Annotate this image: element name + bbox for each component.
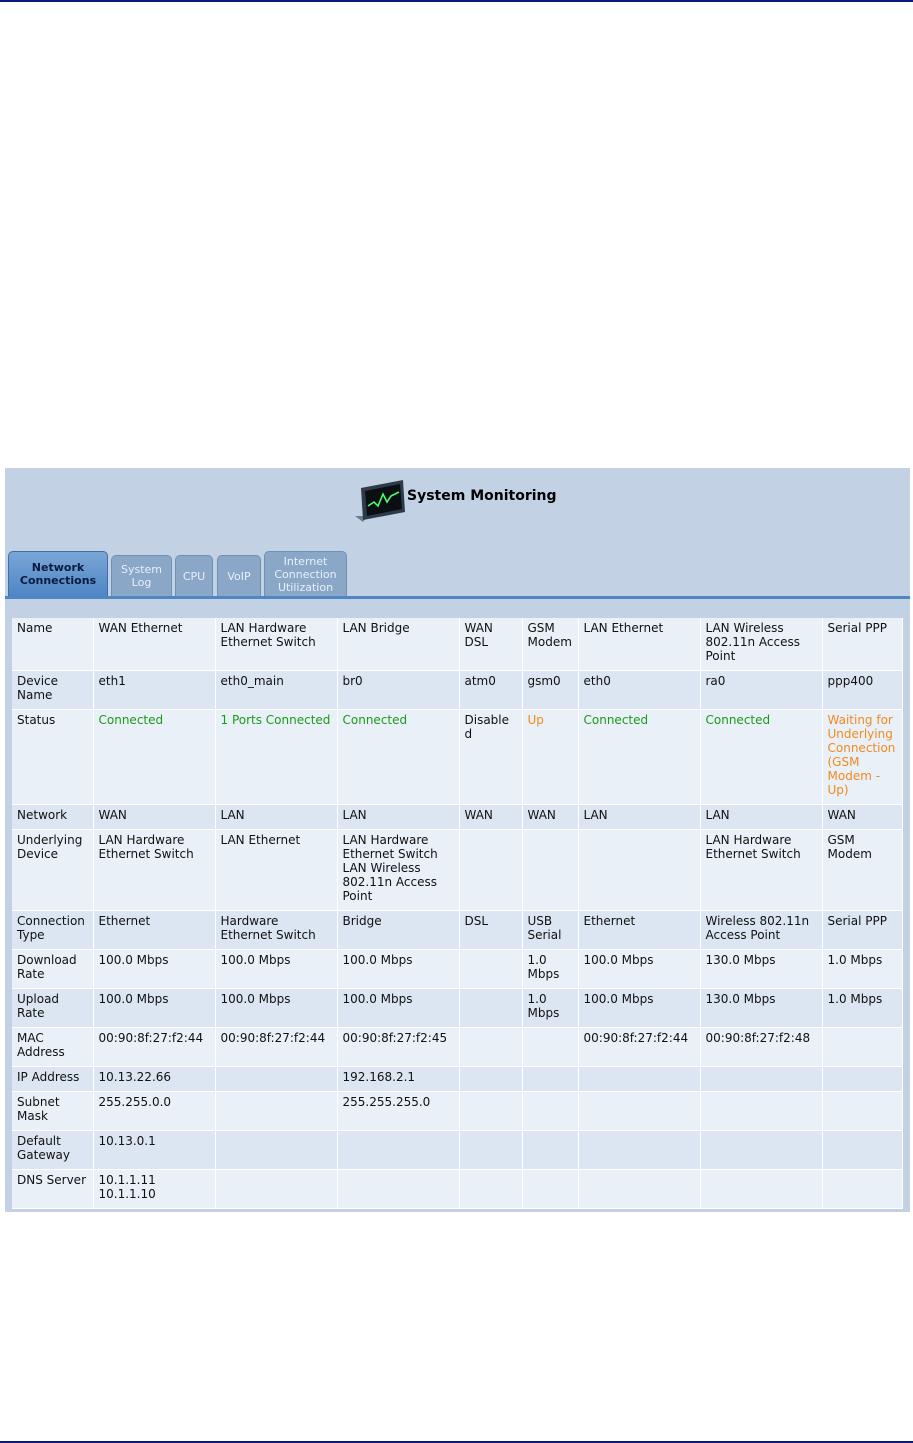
table-cell [522,1066,578,1091]
row-label: Default Gateway [12,1130,93,1169]
table-cell [522,1130,578,1169]
table-row [12,709,902,804]
table-cell [578,1130,700,1169]
table-cell: 00:90:8f:27:f2:48 [700,1027,822,1066]
table-cell: 255.255.0.0 [93,1091,215,1130]
table-cell [578,1091,700,1130]
table-cell: Serial PPP [822,618,902,670]
table-cell: 100.0 Mbps [93,988,215,1027]
row-label: Connection Type [12,910,93,949]
table-cell [215,1091,337,1130]
table-cell [459,829,522,910]
table-cell: eth0_main [215,670,337,709]
table-cell: Ethernet [578,910,700,949]
table-cell: 130.0 Mbps [700,988,822,1027]
table-cell: Serial PPP [822,910,902,949]
table-row [12,618,902,670]
row-label: Status [12,709,93,804]
row-label: Subnet Mask [12,1091,93,1130]
table-cell [822,1091,902,1130]
table-cell: WAN [822,804,902,829]
table-cell [215,1066,337,1091]
row-label: MAC Address [12,1027,93,1066]
table-cell [822,1169,902,1208]
tab-bar [5,551,910,599]
system-monitoring-panel [5,468,910,1212]
table-cell: LAN Ethernet [578,618,700,670]
table-cell: LAN [215,804,337,829]
table-cell: 1.0 Mbps [822,988,902,1027]
page-title: System Monitoring [407,488,557,504]
table-row [12,1066,902,1091]
table-cell: 00:90:8f:27:f2:44 [578,1027,700,1066]
table-cell [459,1130,522,1169]
table-cell: 1.0 Mbps [522,949,578,988]
table-cell [578,1169,700,1208]
table-cell: LAN Hardware Ethernet Switch LAN Wireless 802.11n Access Point [337,829,459,910]
table-cell: atm0 [459,670,522,709]
table-cell: ppp400 [822,670,902,709]
table-cell: Connected [93,709,215,804]
table-cell: ra0 [700,670,822,709]
table-cell: LAN Hardware Ethernet Switch [215,618,337,670]
page-top-rule [0,0,913,2]
table-cell [700,1130,822,1169]
table-cell: Ethernet [93,910,215,949]
table-cell [215,1130,337,1169]
table-cell [459,988,522,1027]
row-label: DNS Server [12,1169,93,1208]
table-cell: 100.0 Mbps [215,949,337,988]
table-cell: LAN Hardware Ethernet Switch [93,829,215,910]
table-cell: 100.0 Mbps [215,988,337,1027]
table-cell: WAN [93,804,215,829]
table-cell [522,1169,578,1208]
table-cell: Waiting for Underlying Connection (GSM Modem - Up) [822,709,902,804]
tab-voip[interactable]: VoIP [217,555,261,596]
table-cell: Connected [700,709,822,804]
table-cell [700,1091,822,1130]
table-cell: 1.0 Mbps [522,988,578,1027]
table-row [12,988,902,1027]
table-cell: WAN [522,804,578,829]
tab-underline [5,596,910,599]
row-label: Download Rate [12,949,93,988]
table-cell [337,1130,459,1169]
table-cell: 10.13.0.1 [93,1130,215,1169]
table-cell: 255.255.255.0 [337,1091,459,1130]
table-cell: 00:90:8f:27:f2:45 [337,1027,459,1066]
table-cell [700,1066,822,1091]
tab-cpu[interactable]: CPU [175,555,213,596]
row-label: Underlying Device [12,829,93,910]
table-cell: GSM Modem [522,618,578,670]
table-body [12,618,902,1208]
table-cell: 100.0 Mbps [93,949,215,988]
table-cell: WAN [459,804,522,829]
table-row [12,1130,902,1169]
table-cell: WAN Ethernet [93,618,215,670]
table-cell [459,1027,522,1066]
table-cell: 192.168.2.1 [337,1066,459,1091]
table-cell: gsm0 [522,670,578,709]
table-cell: Connected [337,709,459,804]
table-cell: Disabled [459,709,522,804]
table-cell: 130.0 Mbps [700,949,822,988]
table-cell: Bridge [337,910,459,949]
table-row [12,670,902,709]
table-cell: 100.0 Mbps [578,949,700,988]
table-cell [459,949,522,988]
table-cell [822,1130,902,1169]
table-row [12,829,902,910]
table-cell: WAN DSL [459,618,522,670]
table-row [12,1169,902,1208]
table-cell: eth1 [93,670,215,709]
table-cell: LAN [578,804,700,829]
row-label: IP Address [12,1066,93,1091]
table-cell [578,1066,700,1091]
table-cell: 10.1.1.11 10.1.1.10 [93,1169,215,1208]
table-cell: Wireless 802.11n Access Point [700,910,822,949]
table-cell: 00:90:8f:27:f2:44 [215,1027,337,1066]
row-label: Network [12,804,93,829]
table-cell: br0 [337,670,459,709]
table-cell: 1 Ports Connected [215,709,337,804]
row-label: Name [12,618,93,670]
tab-internet-connection-utilization[interactable]: Internet Connection Utilization [264,551,347,596]
table-cell: LAN [337,804,459,829]
table-cell: 1.0 Mbps [822,949,902,988]
table-row [12,910,902,949]
table-cell: GSM Modem [822,829,902,910]
table-row [12,1027,902,1066]
table-cell [522,1091,578,1130]
table-cell: LAN Hardware Ethernet Switch [700,829,822,910]
table-cell [700,1169,822,1208]
table-cell: LAN [700,804,822,829]
tab-network-connections[interactable]: Network Connections [8,551,108,596]
table-cell: 100.0 Mbps [337,949,459,988]
table-cell [578,829,700,910]
table-cell [822,1066,902,1091]
table-cell: Up [522,709,578,804]
table-cell: 10.13.22.66 [93,1066,215,1091]
table-cell [459,1091,522,1130]
panel-header [5,468,910,552]
table-row [12,1091,902,1130]
network-connections-table-wrap [12,618,902,1209]
tab-system-log[interactable]: System Log [111,555,172,596]
table-cell: LAN Ethernet [215,829,337,910]
table-cell [459,1066,522,1091]
network-connections-table [12,618,903,1209]
table-cell [337,1169,459,1208]
table-cell [822,1027,902,1066]
table-cell: DSL [459,910,522,949]
table-cell: 00:90:8f:27:f2:44 [93,1027,215,1066]
table-cell: 100.0 Mbps [578,988,700,1027]
table-cell [522,1027,578,1066]
table-cell: LAN Wireless 802.11n Access Point [700,618,822,670]
table-cell: USB Serial [522,910,578,949]
table-cell [522,829,578,910]
table-cell [459,1169,522,1208]
table-row [12,949,902,988]
monitor-icon [353,476,409,524]
table-row [12,804,902,829]
table-cell: LAN Bridge [337,618,459,670]
table-cell [215,1169,337,1208]
table-cell: Connected [578,709,700,804]
row-label: Device Name [12,670,93,709]
table-cell: eth0 [578,670,700,709]
table-cell: 100.0 Mbps [337,988,459,1027]
row-label: Upload Rate [12,988,93,1027]
table-cell: Hardware Ethernet Switch [215,910,337,949]
